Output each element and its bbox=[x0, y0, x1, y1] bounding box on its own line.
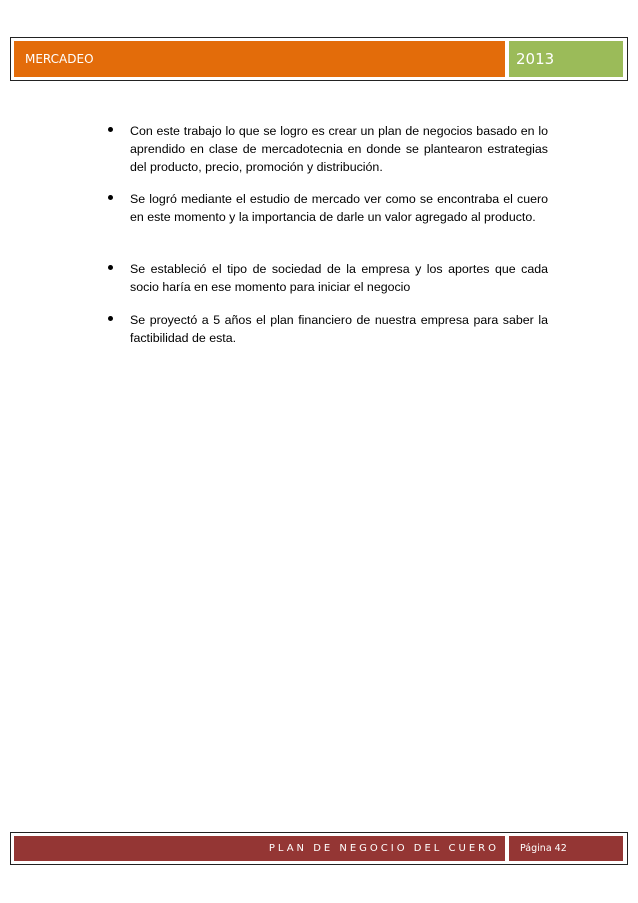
list-item-text: Se logró mediante el estudio de mercado ver como se encontraba el cuero en este momento y la importancia de darle un valor agregado al producto. bbox=[130, 192, 548, 224]
bullet-icon bbox=[108, 316, 113, 321]
list-item-text: Con este trabajo lo que se logro es crear un plan de negocios basado en lo aprendido en clase de mercadotecnia en donde se plantearon estrategias del producto, precio, promoción y distribución. bbox=[130, 124, 548, 174]
bullet-icon bbox=[108, 127, 113, 132]
footer-page-number: Página 42 bbox=[509, 836, 623, 861]
footer-document-title: PLAN DE NEGOCIO DEL CUERO bbox=[14, 836, 505, 861]
list-item-text: Se estableció el tipo de sociedad de la empresa y los aportes que cada socio haría en ese momento para iniciar el negocio bbox=[130, 262, 548, 294]
header-section-title: MERCADEO bbox=[14, 41, 505, 77]
header-year: 2013 bbox=[509, 41, 623, 77]
bullet-icon bbox=[108, 265, 113, 270]
list-item-text: Se proyectó a 5 años el plan financiero de nuestra empresa para saber la factibilidad de esta. bbox=[130, 313, 548, 345]
bullet-icon bbox=[108, 195, 113, 200]
